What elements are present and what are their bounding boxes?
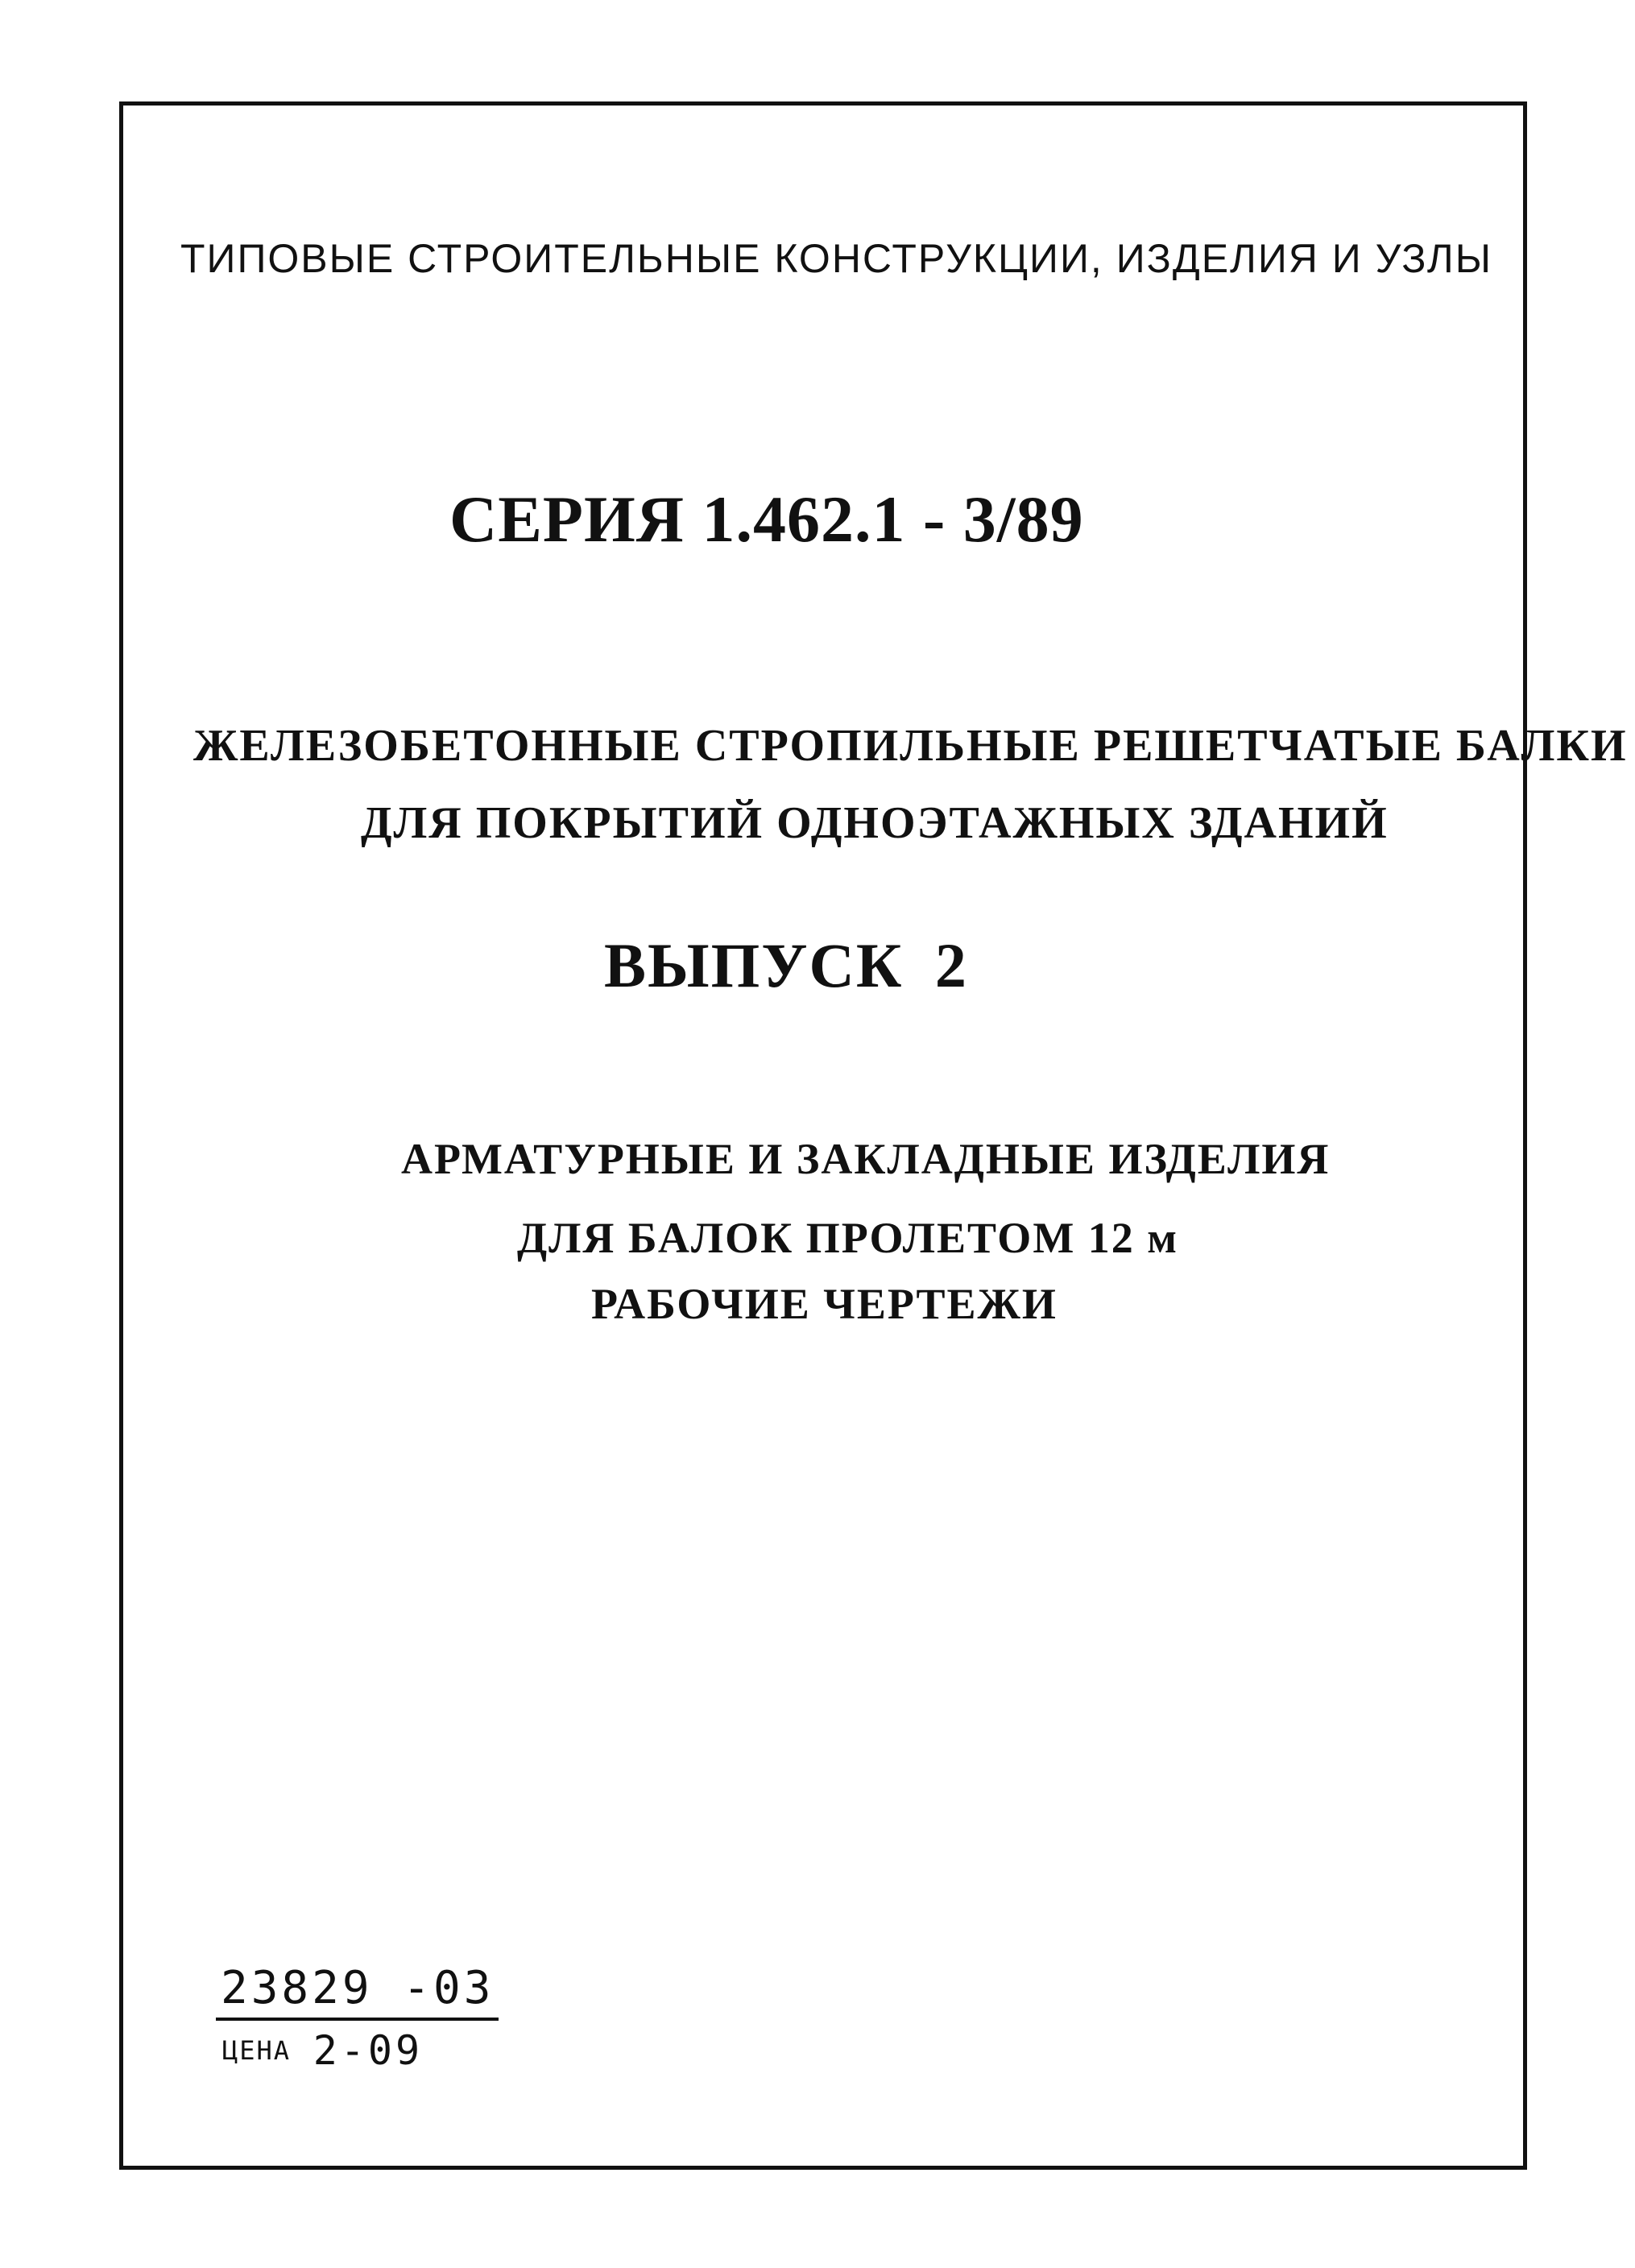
subtitle-line-2: ДЛЯ БАЛОК ПРОЛЕТОМ 12 м xyxy=(517,1214,1179,1262)
price-row xyxy=(216,2021,499,2074)
subtitle-line-1: АРМАТУРНЫЕ И ЗАКЛАДНЫЕ ИЗДЕЛИЯ xyxy=(401,1135,1331,1183)
document-title-line-1: ЖЕЛЕЗОБЕТОННЫЕ СТРОПИЛЬНЫЕ РЕШЕТЧАТЫЕ БАЛКИ xyxy=(193,721,1628,771)
subtitle-line-3: РАБОЧИЕ ЧЕРТЕЖИ xyxy=(591,1280,1058,1328)
catalog-number: 23829 -03 xyxy=(216,1962,499,2021)
price-value: 2-09 xyxy=(313,2027,424,2074)
catalog-stamp xyxy=(216,1962,499,2074)
issue-number: ВЫПУСК 2 xyxy=(604,930,968,1000)
document-title-line-2: ДЛЯ ПОКРЫТИЙ ОДНОЭТАЖНЫХ ЗДАНИЙ xyxy=(361,798,1389,848)
series-title: СЕРИЯ 1.462.1 - 3/89 xyxy=(449,482,1084,556)
category-heading: ТИПОВЫЕ СТРОИТЕЛЬНЫЕ КОНСТРУКЦИИ, ИЗДЕЛИЯ И УЗЛЫ xyxy=(180,236,1493,281)
price-label: ЦЕНА xyxy=(222,2035,292,2066)
